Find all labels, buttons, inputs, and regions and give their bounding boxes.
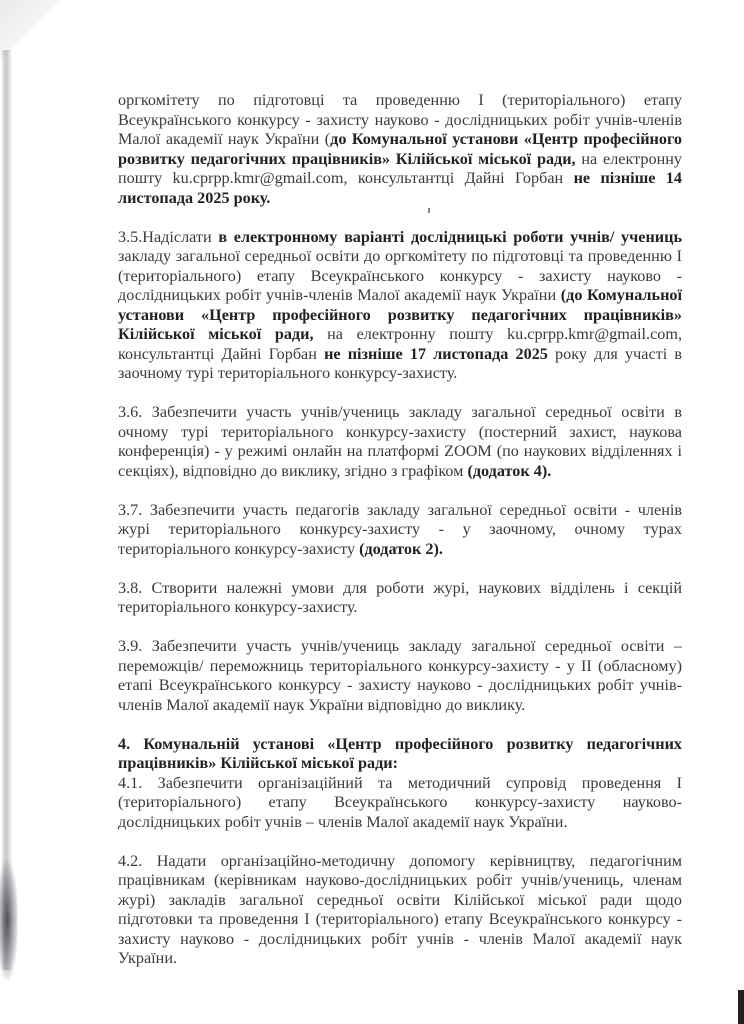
bold-text-segment: (додаток 2). xyxy=(359,539,443,558)
text-segment: 3.9. Забезпечити участь учнів/учениць закладу загальної середньої освіти – переможців/ переможниць територіального конкурсу-захисту - у II (обласному) етапі Всеукраїнського конкурсу - захисту науково - дослідницьких робіт учнів-членів Малої академії наук України відповідно до виклику. xyxy=(118,637,682,714)
paragraph-item-3-6 xyxy=(118,403,682,481)
bold-text-segment: (додаток 4). xyxy=(467,461,552,480)
document-page xyxy=(118,91,682,988)
bold-text-segment: в електронному варіанті дослідницькі роботи учнів/ учениць xyxy=(218,227,683,246)
paragraph-cont-3-4 xyxy=(118,91,682,208)
text-segment: на електронну пошту ku.cprpp.kmr@gmail.com, консультантці Дайні Горбан xyxy=(118,149,683,187)
text-segment: оргкомітету по підготовці та проведенню I (територіального) етапу Всеукраїнського конкурсу - захисту науково - дослідницьких робіт учнів-членів Малої академії наук України ( xyxy=(118,91,682,148)
bold-text-segment: до Комунальної установи «Центр професійного розвитку педагогічних працівників» Кілійської міської ради, xyxy=(118,130,682,168)
paragraph-section-4-heading xyxy=(118,735,682,774)
bold-text-segment: не пізніше 17 листопада 2025 xyxy=(324,344,548,363)
paragraph-item-3-8 xyxy=(118,579,682,618)
text-segment: закладу загальної середньої освіти до оргкомітету по підготовці та проведенню I (територіального) етапу Всеукраїнського конкурсу - захисту науково - дослідницьких робіт учнів-членів Малої академії наук України xyxy=(118,247,682,304)
paragraph-item-4-2 xyxy=(118,852,682,969)
text-segment: 4.1. Забезпечити організаційний та методичний супровід проведення I (територіального) етапу Всеукраїнського конкурсу-захисту науково-дослідницьких робіт учнів – членів Малої академії наук України. xyxy=(118,773,682,831)
text-segment: 3.8. Створити належні умови для роботи журі, наукових відділень і секцій територіального конкурсу-захисту. xyxy=(118,578,682,616)
scan-smudge-artifact xyxy=(0,860,18,980)
bold-text-segment: (до Комунальної установи «Центр професійного розвитку педагогічних працівників» Кілійської міської ради, xyxy=(118,286,682,343)
scan-left-edge-artifact xyxy=(2,50,12,970)
text-segment: на електронну пошту ku.cprpp.kmr@gmail.com, консультантці Дайні Горбан xyxy=(118,325,682,363)
bold-text-segment: 4. Комунальній установі «Центр професійного розвитку педагогічних працівників» Кілійської міської ради: xyxy=(118,734,682,772)
text-segment: 3.6. Забезпечити участь учнів/учениць закладу загальної середньої освіти в очному турі територіального конкурсу-захисту (постерний захист, наукова конференція) - у режимі онлайн на платформі ZOOM (по наукових відділеннях і секціях), відповідно до виклику, згідно з графіком xyxy=(118,403,682,480)
bold-text-segment: не пізніше 14 листопада 2025 року. xyxy=(118,169,682,207)
text-segment: 4.2. Надати організаційно-методичну допомогу керівництву, педагогічним працівникам (керівникам науково-дослідницьких робіт учнів/учениць, членам журі) закладів загальної середньої освіти Кілійської міської ради щодо підготовки та проведення I (територіального) етапу Всеукраїнського конкурсу - захисту науково - дослідницьких робіт учнів - членів Малої академії наук України. xyxy=(118,851,682,967)
paragraph-item-4-1 xyxy=(118,774,682,833)
scan-right-edge-artifact xyxy=(738,990,744,1024)
paragraph-item-3-9 xyxy=(118,637,682,715)
paragraph-item-3-5 xyxy=(118,228,682,384)
text-segment: 3.7. Забезпечити участь педагогів закладу загальної середньої освіти - членів журі територіального конкурсу-захисту - у заочному, очному турах територіального конкурсу-захисту xyxy=(118,500,682,558)
text-segment: 3.5.Надіслати xyxy=(118,227,219,246)
paragraph-item-3-7 xyxy=(118,501,682,560)
text-segment: року для участі в заочному турі територіального конкурсу-захисту. xyxy=(118,344,682,382)
